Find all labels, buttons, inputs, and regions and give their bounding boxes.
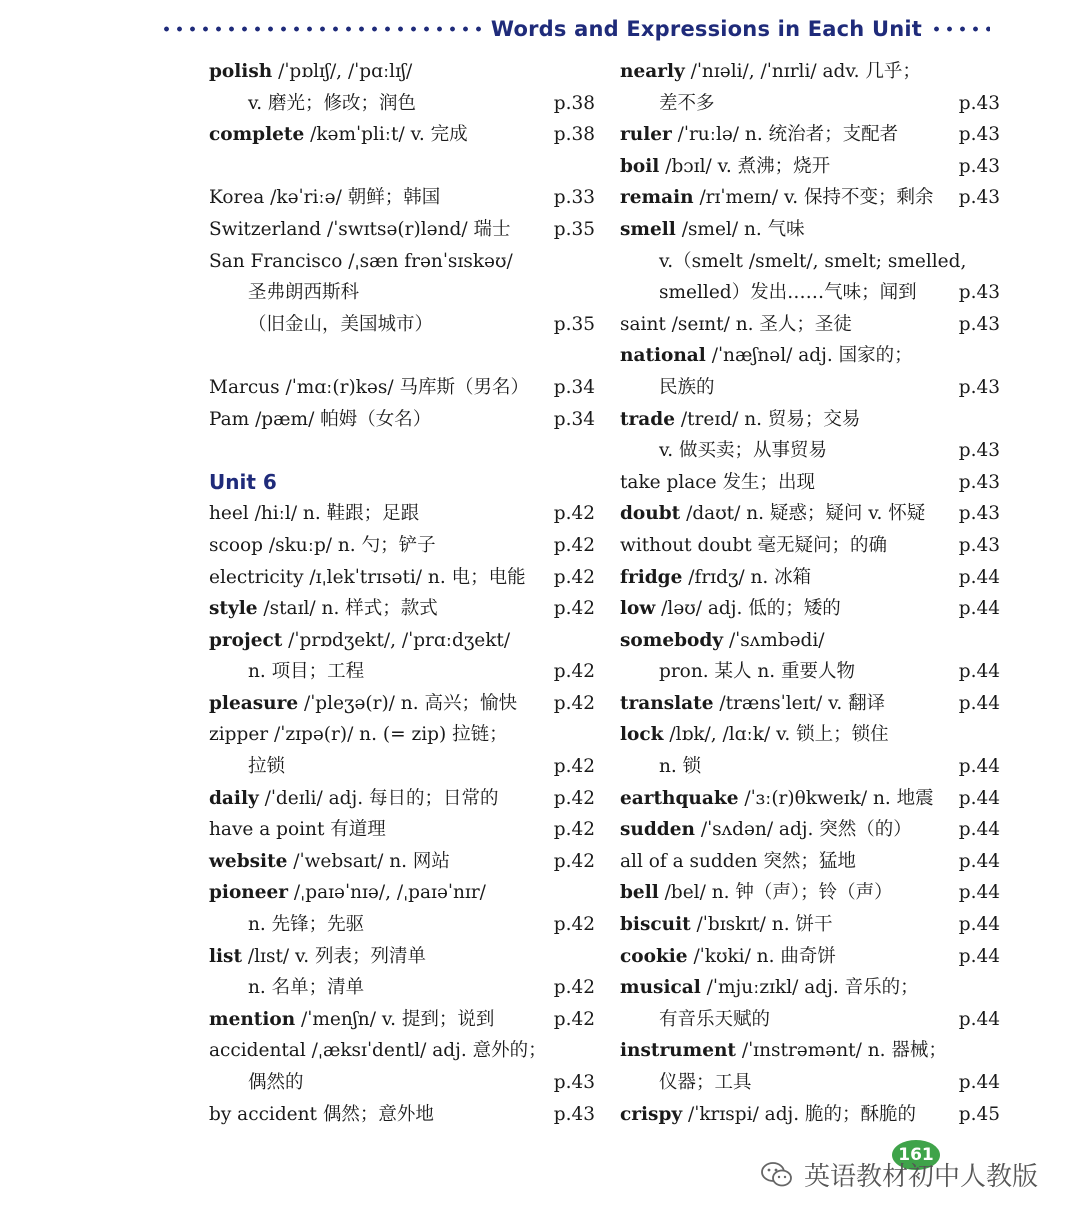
entry-text: 圣弗朗西斯科 xyxy=(248,282,360,304)
entry-text: saint /seɪnt/ n. 圣人；圣徒 xyxy=(620,313,852,335)
entry-text: accidental /ˌæksɪˈdentl/ adj. 意外的； xyxy=(209,1040,547,1062)
entry-text: /smel/ n. 气味 xyxy=(675,218,805,240)
entry-text: /ləʊ/ adj. 低的；矮的 xyxy=(655,598,841,620)
vocabulary-entry xyxy=(209,814,595,846)
headword: website xyxy=(209,850,288,872)
page-reference: p.42 xyxy=(553,977,595,999)
entry-text: San Francisco /ˌsæn frənˈsɪskəʊ/ xyxy=(209,250,513,272)
page-header xyxy=(160,14,990,44)
page-reference: p.44 xyxy=(958,787,1000,809)
page-reference: p.43 xyxy=(958,440,1000,462)
vocabulary-entry xyxy=(620,404,1000,436)
page-reference: p.38 xyxy=(553,92,595,114)
entry-text: Marcus /ˈmɑː(r)kəs/ 马库斯（男名） xyxy=(209,376,529,398)
entry-text: /ˈsʌdən/ adj. 突然（的） xyxy=(694,819,912,841)
entry-text: /frɪdʒ/ n. 冰箱 xyxy=(682,566,812,588)
vocabulary-entry xyxy=(209,941,595,973)
entry-continuation-line xyxy=(620,1067,1000,1099)
entry-continuation-line xyxy=(209,909,595,941)
entry-text: n. 锁 xyxy=(659,756,702,778)
vocabulary-entry xyxy=(620,909,1000,941)
headword: nearly xyxy=(620,61,685,82)
vocabulary-entry xyxy=(620,846,1000,878)
entry-text: 民族的 xyxy=(659,376,715,398)
vocabulary-entry xyxy=(620,309,1000,341)
entry-text: 偶然的 xyxy=(248,1072,304,1093)
headword: national xyxy=(620,345,706,367)
page-reference: p.45 xyxy=(958,1103,1000,1125)
page-reference: p.44 xyxy=(958,819,1000,841)
headword: polish xyxy=(209,61,273,82)
entry-text: /ˈkrɪspi/ adj. 脆的；酥脆的 xyxy=(682,1103,917,1125)
page-reference: p.42 xyxy=(553,503,595,525)
vocabulary-entry xyxy=(620,214,1000,246)
headword: remain xyxy=(620,187,694,209)
page-reference: p.43 xyxy=(958,187,1000,209)
entry-text: 差不多 xyxy=(659,92,715,114)
entry-continuation-line xyxy=(209,88,595,120)
vocabulary-entry xyxy=(620,593,1000,625)
vocabulary-entry xyxy=(209,404,595,436)
vocabulary-entry xyxy=(209,498,595,530)
page-reference: p.33 xyxy=(553,187,595,209)
vocabulary-entry xyxy=(209,214,595,246)
entry-text: /ˈprɒdʒekt/, /ˈprɑːdʒekt/ xyxy=(282,629,511,651)
watermark xyxy=(760,1156,1038,1193)
entry-continuation-line xyxy=(620,656,1000,688)
page-reference: p.44 xyxy=(958,756,1000,778)
entry-continuation-line xyxy=(209,751,595,783)
entry-text: /daʊt/ n. 疑惑；疑问 v. 怀疑 xyxy=(680,503,926,525)
blank-line xyxy=(209,151,595,183)
entry-text: electricity /ɪˌlekˈtrɪsəti/ n. 电；电能 xyxy=(209,566,526,588)
page-reference: p.38 xyxy=(553,124,595,146)
entry-continuation-line xyxy=(209,656,595,688)
headword: fridge xyxy=(620,566,683,588)
vocabulary-entry xyxy=(620,625,1000,657)
entry-continuation-line xyxy=(620,751,1000,783)
vocabulary-entry xyxy=(620,814,1000,846)
headword: smell xyxy=(620,218,676,240)
vocabulary-entry xyxy=(209,1035,595,1067)
page-reference: p.43 xyxy=(958,124,1000,146)
vocabulary-entry xyxy=(620,688,1000,720)
entry-text: Switzerland /ˈswɪtsə(r)lənd/ 瑞士 xyxy=(209,218,511,240)
vocabulary-entry xyxy=(620,498,1000,530)
blank-line xyxy=(209,435,595,467)
entry-text: /lɪst/ v. 列表；列清单 xyxy=(242,945,427,967)
entry-text: /bel/ n. 钟（声）；铃（声） xyxy=(658,882,893,904)
page-reference: p.44 xyxy=(958,661,1000,683)
entry-text: v. 做买卖；从事贸易 xyxy=(659,440,828,462)
headword: style xyxy=(209,598,258,620)
entry-text: /ˈbɪskɪt/ n. 饼干 xyxy=(690,914,833,936)
left-column xyxy=(209,56,595,1130)
vocabulary-entry xyxy=(209,1004,595,1036)
vocabulary-entry xyxy=(620,340,1000,372)
page-reference: p.43 xyxy=(553,1072,595,1093)
headword: mention xyxy=(209,1008,296,1030)
page-reference: p.43 xyxy=(958,155,1000,177)
vocabulary-entry xyxy=(209,719,595,751)
page-reference: p.42 xyxy=(553,598,595,620)
entry-text: /ˈnɪəli/, /ˈnɪrli/ adv. 几乎； xyxy=(684,61,921,82)
entry-text: smelled）发出……气味；闻到 xyxy=(659,282,917,304)
entry-text: /bɔɪl/ v. 煮沸；烧开 xyxy=(659,155,831,177)
entry-continuation-line xyxy=(209,972,595,1004)
page-reference: p.44 xyxy=(958,566,1000,588)
entry-text: /lɒk/, /lɑːk/ v. 锁上；锁住 xyxy=(663,724,889,746)
page-reference: p.43 xyxy=(958,376,1000,398)
entry-text: heel /hiːl/ n. 鞋跟；足跟 xyxy=(209,503,420,525)
page-reference: p.43 xyxy=(958,92,1000,114)
headword: doubt xyxy=(620,503,681,525)
headword: biscuit xyxy=(620,914,691,936)
vocabulary-entry xyxy=(620,1035,1000,1067)
entry-text: /staɪl/ n. 样式；款式 xyxy=(257,598,438,620)
page-reference: p.44 xyxy=(958,692,1000,714)
vocabulary-entry xyxy=(620,877,1000,909)
vocabulary-entry xyxy=(209,119,595,151)
entry-text: /ˈkʊki/ n. 曲奇饼 xyxy=(687,945,836,967)
entry-text: by accident 偶然；意外地 xyxy=(209,1103,434,1125)
page-reference: p.44 xyxy=(958,1072,1000,1093)
headword: bell xyxy=(620,882,659,904)
headword: boil xyxy=(620,155,660,177)
vocabulary-entry xyxy=(620,182,1000,214)
entry-text: have a point 有道理 xyxy=(209,819,386,841)
entry-text: /trænsˈleɪt/ v. 翻译 xyxy=(713,692,886,714)
entry-text: /treɪd/ n. 贸易；交易 xyxy=(675,408,861,430)
blank-line xyxy=(209,340,595,372)
vocabulary-entry xyxy=(620,151,1000,183)
entry-text: /ˈdeɪli/ adj. 每日的；日常的 xyxy=(258,787,499,809)
vocabulary-entry xyxy=(209,593,595,625)
entry-text: （旧金山，美国城市） xyxy=(248,313,434,335)
headword: musical xyxy=(620,977,701,999)
entry-text: take place 发生；出现 xyxy=(620,471,815,493)
page-reference: p.42 xyxy=(553,787,595,809)
entry-text: n. 先锋；先驱 xyxy=(248,914,365,936)
entry-text: /ˈpleʒə(r)/ n. 高兴；愉快 xyxy=(298,692,517,714)
page-reference: p.42 xyxy=(553,1008,595,1030)
page-reference: p.43 xyxy=(958,534,1000,556)
vocabulary-entry xyxy=(209,56,595,88)
headword: trade xyxy=(620,408,675,430)
page-reference: p.42 xyxy=(553,914,595,936)
page-reference: p.43 xyxy=(958,282,1000,304)
page-reference: p.43 xyxy=(958,503,1000,525)
page-reference: p.43 xyxy=(553,1103,595,1125)
watermark-text: 英语教材初中人教版 xyxy=(804,1162,1039,1192)
vocabulary-entry xyxy=(620,719,1000,751)
unit-heading: Unit 6 xyxy=(209,469,277,494)
page-reference: p.43 xyxy=(958,313,1000,335)
vocabulary-entry xyxy=(209,1099,595,1131)
entry-text: zipper /ˈzɪpə(r)/ n. (= zip) 拉链； xyxy=(209,724,508,746)
entry-text: Korea /kəˈriːə/ 朝鲜；韩国 xyxy=(209,187,441,209)
entry-continuation-line xyxy=(620,246,1000,278)
entry-continuation-line xyxy=(209,1067,595,1099)
page-reference: p.42 xyxy=(553,534,595,556)
entry-text: without doubt 毫无疑问；的确 xyxy=(620,534,888,556)
entry-text: /rɪˈmeɪn/ v. 保持不变；剩余 xyxy=(693,187,934,209)
headword: translate xyxy=(620,692,714,714)
entry-text: 拉锁 xyxy=(248,756,286,778)
page-number-badge: 161 xyxy=(892,1140,940,1170)
vocabulary-entry xyxy=(209,783,595,815)
headword: pioneer xyxy=(209,882,289,904)
vocabulary-entry xyxy=(209,372,595,404)
entry-continuation-line xyxy=(620,277,1000,309)
page-reference: p.34 xyxy=(553,376,595,398)
right-column xyxy=(620,56,1000,1130)
headword: somebody xyxy=(620,629,724,651)
entry-continuation-line xyxy=(620,372,1000,404)
vocabulary-entry xyxy=(620,530,1000,562)
entry-continuation-line xyxy=(209,277,595,309)
header-dots-left xyxy=(160,26,481,32)
entry-text: 仪器；工具 xyxy=(659,1072,752,1093)
entry-text: /ˈwebsaɪt/ n. 网站 xyxy=(287,850,450,872)
entry-text: 有音乐天赋的 xyxy=(659,1008,771,1030)
entry-text: /ˈsʌmbədi/ xyxy=(723,629,825,651)
entry-continuation-line xyxy=(209,309,595,341)
vocabulary-entry xyxy=(620,467,1000,499)
headword: project xyxy=(209,629,283,651)
entry-text: /ˌpaɪəˈnɪə/, /ˌpaɪəˈnɪr/ xyxy=(288,882,486,904)
entry-text: /ˈɜː(r)θkweɪk/ n. 地震 xyxy=(738,787,934,809)
vocabulary-entry xyxy=(620,941,1000,973)
page-reference: p.42 xyxy=(553,819,595,841)
page-reference: p.44 xyxy=(958,598,1000,620)
headword: crispy xyxy=(620,1103,683,1125)
vocabulary-entry xyxy=(620,783,1000,815)
entry-text: /ˈmenʃn/ v. 提到；说到 xyxy=(295,1008,495,1030)
headword: complete xyxy=(209,124,305,146)
page-reference: p.44 xyxy=(958,850,1000,872)
headword: earthquake xyxy=(620,787,739,809)
page-reference: p.43 xyxy=(958,471,1000,493)
headword: daily xyxy=(209,787,259,809)
header-dots-right xyxy=(930,26,990,32)
vocabulary-entry xyxy=(209,846,595,878)
page-reference: p.34 xyxy=(553,408,595,430)
page-reference: p.44 xyxy=(958,1008,1000,1030)
vocabulary-entry xyxy=(620,56,1000,88)
entry-text: n. 项目；工程 xyxy=(248,661,365,683)
page-reference: p.44 xyxy=(958,914,1000,936)
entry-text: /ˈnæʃnəl/ adj. 国家的； xyxy=(705,345,913,367)
page-reference: p.35 xyxy=(553,218,595,240)
vocabulary-entry xyxy=(620,562,1000,594)
headword: pleasure xyxy=(209,692,299,714)
entry-continuation-line xyxy=(620,435,1000,467)
headword: instrument xyxy=(620,1040,736,1062)
vocabulary-entry xyxy=(620,972,1000,1004)
entry-text: Pam /pæm/ 帕姆（女名） xyxy=(209,408,432,430)
page-reference: p.44 xyxy=(958,945,1000,967)
headword: ruler xyxy=(620,124,672,146)
wechat-icon xyxy=(760,1160,794,1190)
entry-text: all of a sudden 突然；猛地 xyxy=(620,850,856,872)
entry-text: /kəmˈpliːt/ v. 完成 xyxy=(304,124,468,146)
entry-text: /ˈruːlə/ n. 统治者；支配者 xyxy=(671,124,899,146)
vocabulary-entry xyxy=(209,246,595,278)
entry-text: n. 名单；清单 xyxy=(248,977,365,999)
entry-text: v.（smelt /smelt/, smelt; smelled, xyxy=(659,250,967,272)
headword: cookie xyxy=(620,945,688,967)
page-reference: p.42 xyxy=(553,566,595,588)
vocabulary-entry xyxy=(209,625,595,657)
headword: lock xyxy=(620,724,664,746)
page-reference: p.42 xyxy=(553,692,595,714)
entry-text: scoop /skuːp/ n. 勺；铲子 xyxy=(209,534,436,556)
entry-text: /ˈɪnstrəmənt/ n. 器械； xyxy=(735,1040,947,1062)
page-reference: p.42 xyxy=(553,661,595,683)
entry-text: /ˈpɒlɪʃ/, /ˈpɑːlɪʃ/ xyxy=(272,61,413,82)
entry-continuation-line xyxy=(620,88,1000,120)
page-reference: p.44 xyxy=(958,882,1000,904)
headword: low xyxy=(620,598,656,620)
entry-text: pron. 某人 n. 重要人物 xyxy=(659,661,856,683)
page-reference: p.42 xyxy=(553,850,595,872)
vocabulary-entry xyxy=(209,877,595,909)
entry-continuation-line xyxy=(620,1004,1000,1036)
page-reference: p.42 xyxy=(553,756,595,778)
vocabulary-entry xyxy=(620,1099,1000,1131)
vocabulary-entry xyxy=(209,688,595,720)
vocabulary-entry xyxy=(209,530,595,562)
vocabulary-entry xyxy=(209,562,595,594)
headword: list xyxy=(209,945,243,967)
vocabulary-entry xyxy=(620,119,1000,151)
header-title: Words and Expressions in Each Unit xyxy=(490,17,922,41)
headword: sudden xyxy=(620,819,695,841)
page-reference: p.35 xyxy=(553,313,595,335)
vocabulary-entry xyxy=(209,182,595,214)
entry-text: v. 磨光；修改；润色 xyxy=(248,92,417,114)
entry-text: /ˈmjuːzɪkl/ adj. 音乐的； xyxy=(700,977,919,999)
